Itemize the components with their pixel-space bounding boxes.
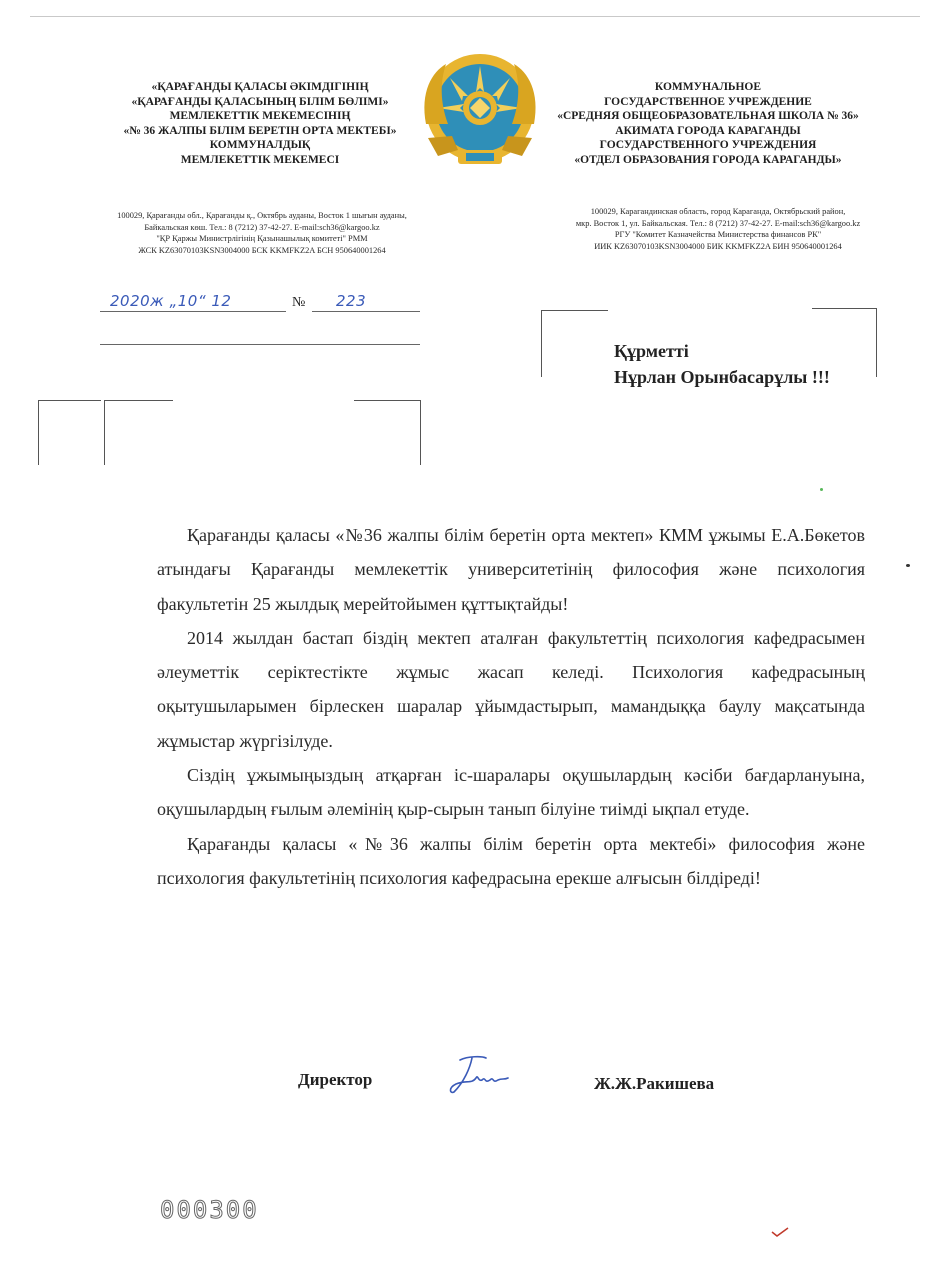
signatory-name: Ж.Ж.Ракишева	[594, 1074, 715, 1093]
addressee-salutation: Құрметті	[614, 341, 689, 361]
signature-title: Директор	[298, 1070, 373, 1089]
header-left-line: КОММУНАЛДЫҚ	[209, 139, 311, 151]
header-right-line: «СРЕДНЯЯ ОБЩЕОБРАЗОВАТЕЛЬНАЯ ШКОЛА № 36»	[557, 110, 859, 122]
address-right-line: ИИК KZ63070103KSN3004000 БИК KKMFKZ2A БИН 950640001264	[594, 241, 842, 251]
header-left-line: МЕМЛЕКЕТТІК МЕКЕМЕСІ	[180, 153, 340, 166]
header-right-line: ГОСУДАРСТВЕННОЕ УЧРЕЖДЕНИЕ	[604, 95, 812, 108]
body-paragraph: 2014 жылдан бастап біздің мектеп аталған факультеттің психология кафедрасымен әлеуметтік серіктестікте жұмыс жасап келеді. Психология кафедрасының оқытушыларымен бірлескен шаралар ұйымдастырып, мамандыққа баулу мақсатында жұмыстар жүргізілуде.	[157, 627, 865, 751]
address-right-line: мкр. Восток 1, ул. Байкальская. Тел.: 8 (7212) 37-42-27. E-mail:sch36@kargoo.kz	[575, 218, 861, 228]
header-left-line: «ҚАРАҒАНДЫ ҚАЛАСЫНЫҢ БІЛІМ БӨЛІМІ»	[131, 95, 389, 108]
header-left-line: «ҚАРАҒАНДЫ ҚАЛАСЫ ӘКІМДІГІНІҢ	[151, 81, 369, 93]
addressee	[614, 338, 830, 390]
header-right-line: «ОТДЕЛ ОБРАЗОВАНИЯ ГОРОДА КАРАГАНДЫ»	[574, 153, 842, 166]
number-sign: №	[292, 295, 306, 310]
header-left-kazakh	[100, 80, 420, 167]
serial-number: 000300	[160, 1196, 259, 1224]
handwritten-date: 2020ж „10“ 12	[110, 292, 232, 310]
header-right-line: АКИМАТА ГОРОДА КАРАГАНДЫ	[615, 124, 801, 137]
address-left-line: "ҚР Қаржы Министрлігінің Қазынашылық комитеті" РММ	[156, 234, 368, 243]
date-underline	[100, 311, 286, 312]
address-right	[548, 206, 888, 252]
address-left-line: Байкальская көш. Тел.: 8 (7212) 37-42-27. E-mail:sch36@kargoo.kz	[144, 222, 380, 232]
header-left-line: МЕМЛЕКЕТТІК МЕКЕМЕСІНІҢ	[169, 110, 351, 122]
addressee-name: Нұрлан Орынбасарұлы !!!	[614, 367, 830, 387]
header-right-line: ГОСУДАРСТВЕННОГО УЧРЕЖДЕНИЯ	[599, 139, 817, 151]
address-right-line: РГУ "Комитет Казначейства Министерства финансов РК"	[614, 230, 822, 239]
ink-dot-mark	[906, 564, 910, 567]
header-left-line: «№ 36 ЖАЛПЫ БІЛІМ БЕРЕТІН ОРТА МЕКТЕБІ»	[123, 124, 397, 137]
header-right-russian	[548, 80, 868, 167]
top-border-line	[30, 16, 920, 17]
red-check-mark-icon	[770, 1226, 790, 1238]
address-right-line: 100029, Карагандинская область, город Караганда, Октябрьский район,	[590, 207, 846, 216]
address-left-line: 100029, Қарағанды обл., Қарағанды қ., Октябрь ауданы, Восток 1 шығын ауданы,	[117, 211, 407, 220]
right-left-bracket	[541, 310, 608, 377]
green-dot-mark	[820, 488, 823, 491]
outgoing-date-number	[100, 292, 420, 312]
address-left	[92, 210, 432, 256]
left-right-bracket	[354, 400, 421, 465]
number-underline	[312, 311, 420, 312]
address-left-line: ЖСК KZ63070103KSN3004000 БСК KKMFKZ2A БСН 950640001264	[138, 245, 386, 255]
left-outer-bracket	[38, 400, 101, 465]
handwritten-number: 223	[336, 292, 367, 310]
header-right-line: КОММУНАЛЬНОЕ	[654, 81, 762, 93]
handwritten-signature-icon	[446, 1054, 516, 1096]
letter-body	[157, 518, 865, 895]
body-paragraph: Қарағанды қаласы «№36 жалпы білім беретін орта мектебі» философия және психология факультетінің психология кафедрасына ерекше алғысын білдіреді!	[157, 833, 865, 888]
state-emblem-icon	[418, 52, 542, 170]
body-paragraph: Қарағанды қаласы «№36 жалпы білім беретін орта мектеп» КММ ұжымы Е.А.Бөкетов атындағы Қарағанды мемлекеттік университетінің философия және психология факультетін 25 жылдық мерейтойымен құттықтайды!	[157, 525, 865, 614]
left-inner-bracket	[104, 400, 173, 465]
body-paragraph: Сіздің ұжымыңыздың атқарған іс-шаралары оқушылардың кәсіби бағдарлануына, оқушылардың ғылым әлемінің қыр-сырын танып білуіне тиімді ықпал етуде.	[157, 765, 865, 820]
second-underline	[100, 344, 420, 345]
